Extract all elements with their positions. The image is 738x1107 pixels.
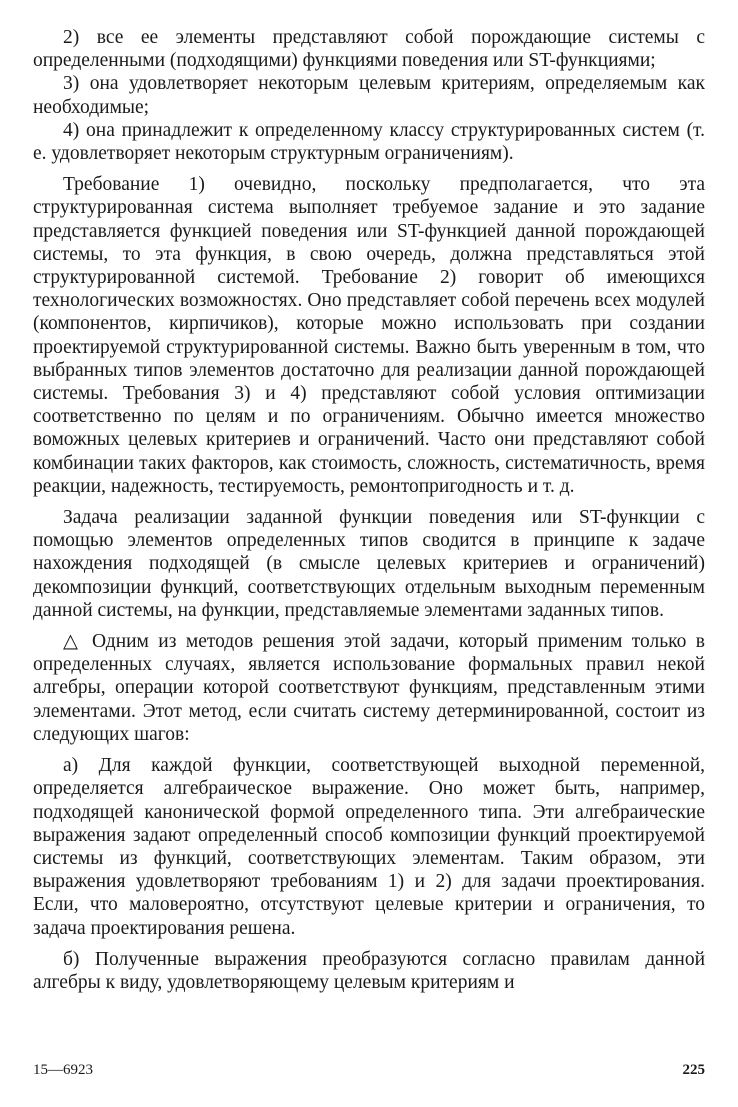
page-footer [33, 1062, 705, 1079]
page-text [33, 26, 705, 994]
paragraph-requirements: Требование 1) очевидно, поскольку предполагается, что эта структурированная система выполняет требуемое задание и это задание представляется функцией поведения или ST-функцией данной порождающей системы, то эта функция, в свою очередь, должна представляться этой структурированной системой. Требование 2) говорит об имеющихся технологических возможностях. Оно представляет собой перечень всех модулей (компонентов, кирпичиков), которые можно использовать при создании проектируемой структурированной системы. Важно быть уверенным в том, что выбранных типов элементов достаточно для реализации данной порождающей системы. Требования 3) и 4) представляют собой условия оптимизации соответственно по целям и по ограничениям. Обычно имеется множество воможных целевых критериев и ограничений. Часто они представляют собой комбинации таких факторов, как стоимость, сложность, систематичность, время реакции, надежность, тестируемость, ремонтопригодность и т. д. [33, 174, 705, 497]
paragraph-item-2: 2) все ее элементы представляют собой порождающие системы с определенными (подходящими) функциями поведения или ST-функциями; [33, 27, 705, 72]
signature-mark: 15—6923 [33, 1062, 93, 1078]
paragraph-step-b: б) Полученные выражения преобразуются согласно правилам данной алгебры к виду, удовлетворяющему целевым критериям и [33, 948, 705, 993]
paragraph-item-4: 4) она принадлежит к определенному классу структурированных систем (т. е. удовлетворяет некоторым структурным ограничениям). [33, 119, 705, 165]
paragraph-method: △ Одним из методов решения этой задачи, который применим только в определенных случаях, является использование формальных правил некой алгебры, операции которой соответствуют функциям, представленным этими элементами. Этот метод, если считать систему детерминированной, состоит из следующих шагов: [33, 631, 705, 745]
paragraph-task: Задача реализации заданной функции поведения или ST-функции с помощью элементов определенных типов сводится в принципе к задаче нахождения подходящей (в смысле целевых критериев и ограничений) декомпозиции функций, соответствующих отдельным выходным переменным данной системы, на функции, представляемые элементами заданных типов. [33, 507, 705, 621]
paragraph-step-a: а) Для каждой функции, соответствующей выходной переменной, определяется алгебраическое выражение. Оно может быть, например, подходящей канонической формой определенного типа. Эти алгебраические выражения задают определенный способ композиции функций проектируемой системы из функций, соответствующих элементам. Таким образом, эти выражения удовлетворяют требованиям 1) и 2) для задачи проектирования. Если, что маловероятно, отсутствуют целевые критерии и ограничения, то задача проектирования решена. [33, 755, 705, 939]
paragraph-item-3: 3) она удовлетворяет некоторым целевым критериям, определяемым как необходимые; [33, 73, 705, 118]
page-number: 225 [682, 1062, 705, 1078]
